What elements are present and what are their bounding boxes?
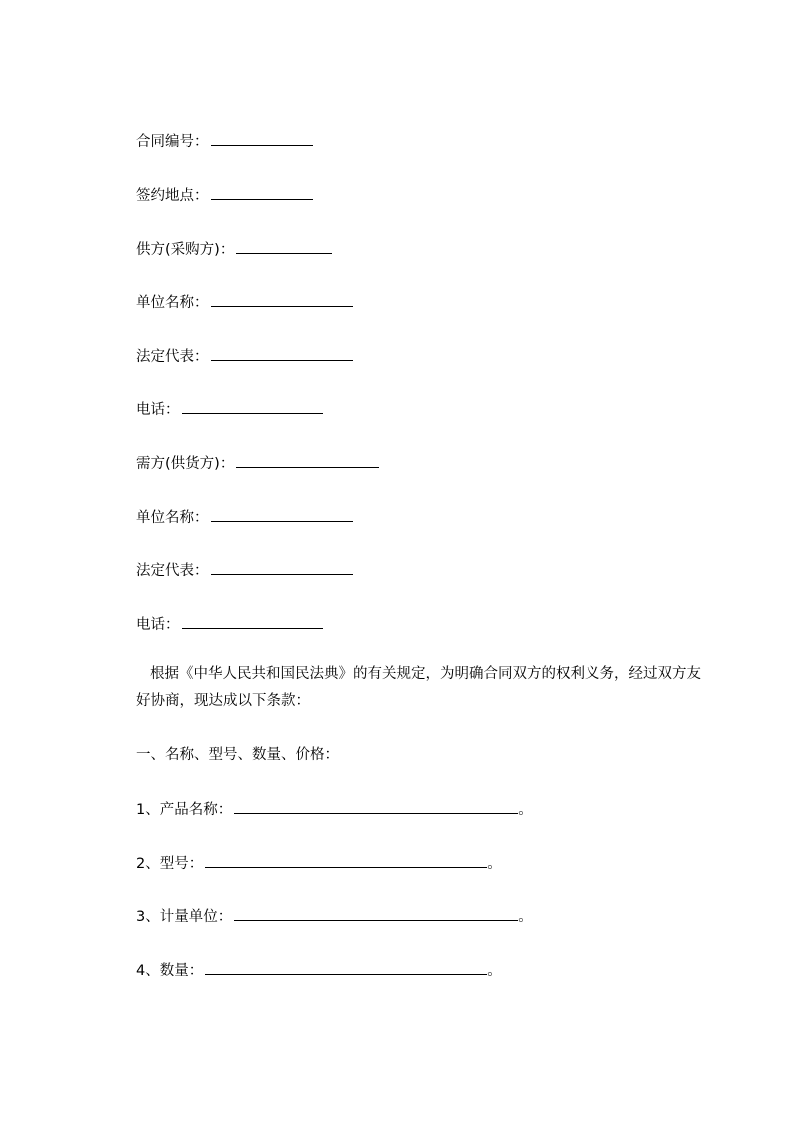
field-supplier-phone: [136, 399, 323, 420]
item-suffix: 。: [518, 909, 533, 925]
blank-line[interactable]: [234, 799, 518, 814]
blank-line[interactable]: [205, 960, 487, 975]
item-label: 3、计量单位：: [136, 909, 233, 925]
field-label: 需方(供货方)：: [136, 456, 235, 472]
item-label: 2、型号：: [136, 856, 204, 872]
item-suffix: 。: [518, 802, 533, 818]
blank-line[interactable]: [211, 131, 313, 146]
item-product-name: [136, 799, 533, 820]
item-unit: [136, 906, 533, 927]
blank-line[interactable]: [234, 906, 518, 921]
field-supplier-legal-rep: [136, 346, 353, 367]
item-label: 1、产品名称：: [136, 802, 233, 818]
field-label: 单位名称：: [136, 295, 209, 311]
blank-line[interactable]: [182, 399, 323, 414]
field-buyer-phone: [136, 614, 323, 635]
item-quantity: [136, 960, 502, 981]
blank-line[interactable]: [205, 853, 487, 868]
blank-line[interactable]: [211, 292, 353, 307]
blank-line[interactable]: [211, 507, 353, 522]
field-label: 法定代表：: [136, 349, 209, 365]
field-supplier-unit-name: [136, 292, 353, 313]
field-buyer-unit-name: [136, 507, 353, 528]
blank-line[interactable]: [236, 453, 379, 468]
item-label: 4、数量：: [136, 963, 204, 979]
field-buyer-legal-rep: [136, 560, 353, 581]
item-model: [136, 853, 502, 874]
field-label: 法定代表：: [136, 563, 209, 579]
section-heading: 一、名称、型号、数量、价格：: [136, 747, 339, 763]
blank-line[interactable]: [211, 560, 353, 575]
field-signing-place: [136, 185, 313, 206]
field-label: 单位名称：: [136, 510, 209, 526]
item-suffix: 。: [487, 856, 502, 872]
field-label: 电话：: [136, 617, 180, 633]
field-label: 供方(采购方)：: [136, 242, 235, 258]
field-label: 电话：: [136, 402, 180, 418]
field-contract-number: [136, 131, 313, 152]
field-label: 签约地点：: [136, 188, 209, 204]
intro-paragraph: 根据《中华人民共和国民法典》的有关规定，为明确合同双方的权利义务，经过双方友好协商，现达成以下条款：: [136, 666, 701, 709]
field-supplier: [136, 239, 332, 260]
blank-line[interactable]: [211, 346, 353, 361]
blank-line[interactable]: [211, 185, 313, 200]
blank-line[interactable]: [236, 239, 332, 254]
field-buyer: [136, 453, 379, 474]
field-label: 合同编号：: [136, 134, 209, 150]
blank-line[interactable]: [182, 614, 323, 629]
item-suffix: 。: [487, 963, 502, 979]
